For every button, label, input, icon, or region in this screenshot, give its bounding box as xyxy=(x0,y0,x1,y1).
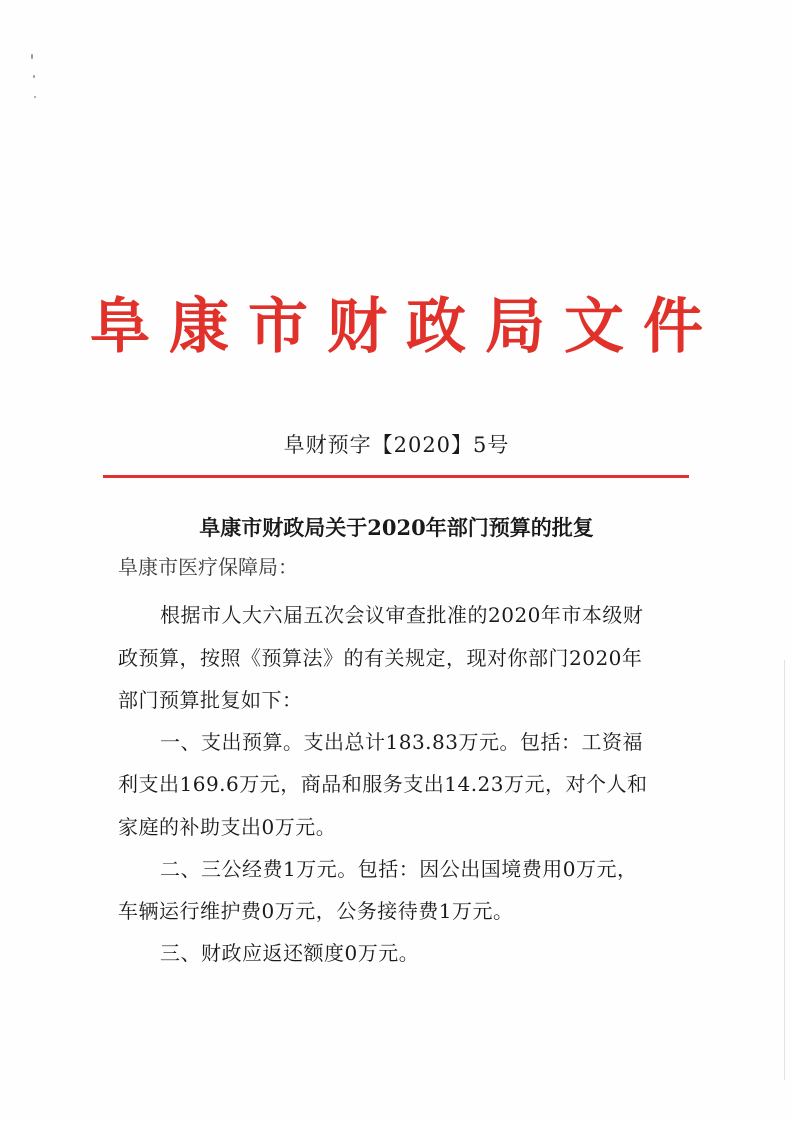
body-paragraph-line: 部门预算批复如下： xyxy=(118,688,303,712)
body-paragraph-line: 车辆运行维护费0万元，公务接待费1万元。 xyxy=(118,899,514,923)
document-subject: 阜康市财政局关于2020年部门预算的批复 xyxy=(199,515,594,540)
scan-speck xyxy=(34,96,36,98)
body-paragraph-line: 利支出169.6万元，商品和服务支出14.23万元，对个人和 xyxy=(118,772,648,796)
document-number: 阜财预字【2020】5号 xyxy=(283,433,510,457)
body-paragraph-line: 家庭的补助支出0万元。 xyxy=(118,815,337,839)
addressee: 阜康市医疗保障局： xyxy=(118,555,298,579)
body-paragraph-line: 三、财政应返还额度0万元。 xyxy=(160,941,420,965)
body-paragraph-line: 根据市人大六届五次会议审查批准的2020年市本级财 xyxy=(160,603,644,627)
body-paragraph-line: 一、支出预算。支出总计183.83万元。包括：工资福 xyxy=(160,730,643,754)
red-separator-line xyxy=(103,475,689,478)
red-header-title: 阜康市财政局文件 xyxy=(90,292,722,362)
body-paragraph-line: 政预算，按照《预算法》的有关规定，现对你部门2020年 xyxy=(118,646,643,670)
scan-speck xyxy=(31,54,33,59)
scan-speck xyxy=(33,75,35,78)
scan-edge-line xyxy=(784,660,785,1080)
body-paragraph-line: 二、三公经费1万元。包括：因公出国境费用0万元， xyxy=(160,857,638,881)
